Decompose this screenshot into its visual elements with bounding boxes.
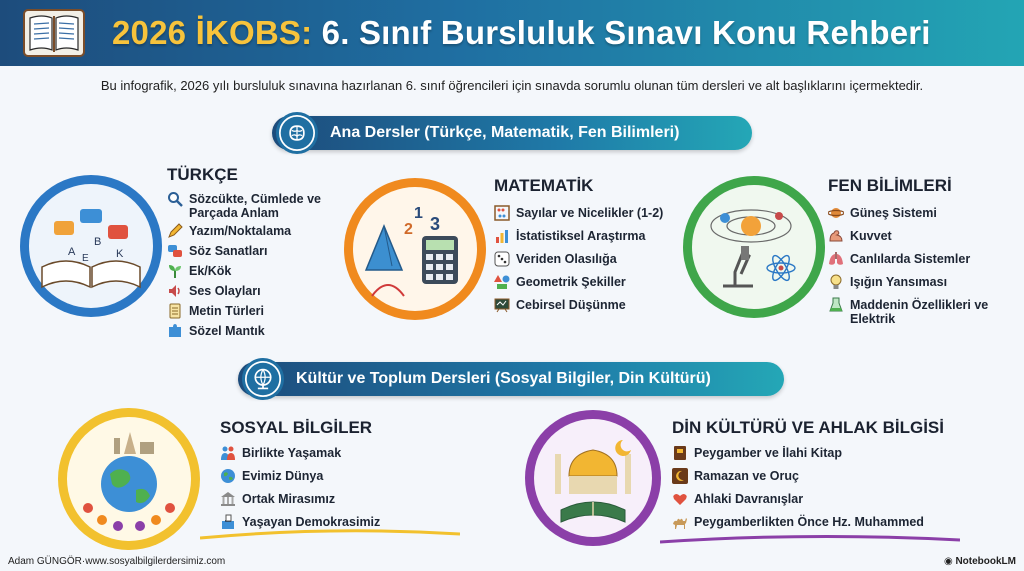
speaker-icon	[167, 283, 183, 299]
book-icon	[672, 445, 688, 461]
matematik-item: İstatistiksel Araştırma	[494, 229, 674, 252]
svg-text:1: 1	[414, 205, 423, 222]
din-illustration	[525, 410, 661, 546]
lamp-icon	[828, 274, 844, 290]
svg-text:3: 3	[430, 214, 441, 234]
turkce-list	[167, 192, 337, 344]
matematik-title: MATEMATİK	[494, 176, 594, 195]
turkce-item: Ek/Kök	[167, 264, 337, 284]
globe-stand-icon	[242, 358, 284, 400]
sosyal-title: SOSYAL BİLGİLER	[220, 418, 373, 437]
matematik-list	[494, 206, 674, 321]
abacus-icon	[494, 205, 510, 221]
pencil-icon	[167, 223, 183, 239]
din-list	[672, 446, 962, 538]
document-icon	[167, 303, 183, 319]
turkce-item: Metin Türleri	[167, 304, 337, 324]
author-credit: Adam GÜNGÖR·www.sosyalbilgilerdersimiz.com	[8, 556, 226, 567]
din-item: Ahlaki Davranışlar	[672, 492, 962, 515]
crescent-icon	[672, 468, 688, 484]
svg-text:K: K	[116, 248, 124, 260]
fen-item: Canlılarda Sistemler	[828, 252, 998, 275]
svg-text:B: B	[94, 236, 102, 248]
fen-item: Işığın Yansıması	[828, 275, 998, 298]
page-title	[112, 14, 931, 52]
microscope-planets-icon	[683, 176, 825, 318]
mosque-quran-icon	[525, 410, 661, 546]
sprout-icon	[167, 263, 183, 279]
notebooklm-icon: ◉	[943, 556, 956, 567]
sosyal-item: Ortak Mirasımız	[220, 492, 420, 515]
turkce-item: Sözcükte, Cümlede ve Parçada Anlam	[167, 192, 337, 224]
open-book-letters-icon	[20, 175, 162, 317]
speech-bubbles-icon	[167, 243, 183, 259]
section-culture-label: Kültür ve Toplum Dersleri (Sosyal Bilgiler, Din Kültürü)	[296, 370, 711, 387]
beaker-icon	[828, 297, 844, 313]
turkce-item: Yazım/Noktalama	[167, 224, 337, 244]
brain-icon	[276, 112, 318, 154]
matematik-item: Veriden Olasılığa	[494, 252, 674, 275]
turkce-item: Söz Sanatları	[167, 244, 337, 264]
dice-icon	[494, 251, 510, 267]
matematik-illustration	[344, 178, 486, 320]
brand-label: ◉ NotebookLM	[943, 556, 1016, 567]
fen-illustration	[683, 176, 825, 318]
calculator-geometry-icon	[344, 178, 486, 320]
monument-icon	[220, 491, 236, 507]
din-item: Ramazan ve Oruç	[672, 469, 962, 492]
heart-hands-icon	[672, 491, 688, 507]
section-main-label: Ana Dersler (Türkçe, Matematik, Fen Bilimleri)	[330, 124, 680, 141]
title-banner	[0, 0, 1024, 66]
fen-list	[828, 206, 998, 330]
globe-people-icon	[58, 408, 200, 550]
open-book-icon	[22, 6, 86, 60]
magnifier-icon	[167, 191, 183, 207]
planet-icon	[828, 205, 844, 221]
turkce-item: Sözel Mantık	[167, 324, 337, 344]
sosyal-item: Birlikte Yaşamak	[220, 446, 420, 469]
fen-item: Maddenin Özellikleri ve Elektrik	[828, 298, 998, 330]
title-highlight: 2026 İKOBS:	[112, 14, 313, 51]
sosyal-item: Evimiz Dünya	[220, 469, 420, 492]
title-rest: 6. Sınıf Bursluluk Sınavı Konu Rehberi	[312, 14, 931, 51]
fen-item: Kuvvet	[828, 229, 998, 252]
sosyal-illustration	[58, 408, 200, 550]
svg-text:2: 2	[404, 221, 413, 238]
din-item: Peygamberlikten Önce Hz. Muhammed	[672, 515, 962, 538]
chalkboard-icon	[494, 297, 510, 313]
muscle-icon	[828, 228, 844, 244]
svg-text:E: E	[82, 253, 89, 264]
lungs-icon	[828, 251, 844, 267]
matematik-item: Sayılar ve Nicelikler (1-2)	[494, 206, 674, 229]
turkce-title: TÜRKÇE	[167, 165, 238, 184]
intro-text: Bu infografik, 2026 yılı bursluluk sınavına hazırlanan 6. sınıf öğrencileri için sınavda sorumlu olunan tüm dersleri ve alt başlıklarını içermektedir.	[100, 78, 924, 93]
section-culture-courses	[238, 362, 784, 396]
sosyal-item: Yaşayan Demokrasimiz	[220, 515, 420, 538]
globe-icon	[220, 468, 236, 484]
people-icon	[220, 445, 236, 461]
puzzle-icon	[167, 323, 183, 339]
sosyal-underline	[200, 520, 460, 540]
matematik-item: Cebirsel Düşünme	[494, 298, 674, 321]
fen-item: Güneş Sistemi	[828, 206, 998, 229]
section-main-courses	[272, 116, 752, 150]
turkce-illustration	[20, 175, 162, 317]
shapes-icon	[494, 274, 510, 290]
matematik-item: Geometrik Şekiller	[494, 275, 674, 298]
svg-text:A: A	[68, 246, 76, 258]
din-item: Peygamber ve İlahi Kitap	[672, 446, 962, 469]
din-title: DİN KÜLTÜRÜ VE AHLAK BİLGİSİ	[672, 418, 944, 437]
fen-title: FEN BİLİMLERİ	[828, 176, 952, 195]
bar-chart-icon	[494, 228, 510, 244]
turkce-item: Ses Olayları	[167, 284, 337, 304]
din-underline	[660, 528, 960, 548]
